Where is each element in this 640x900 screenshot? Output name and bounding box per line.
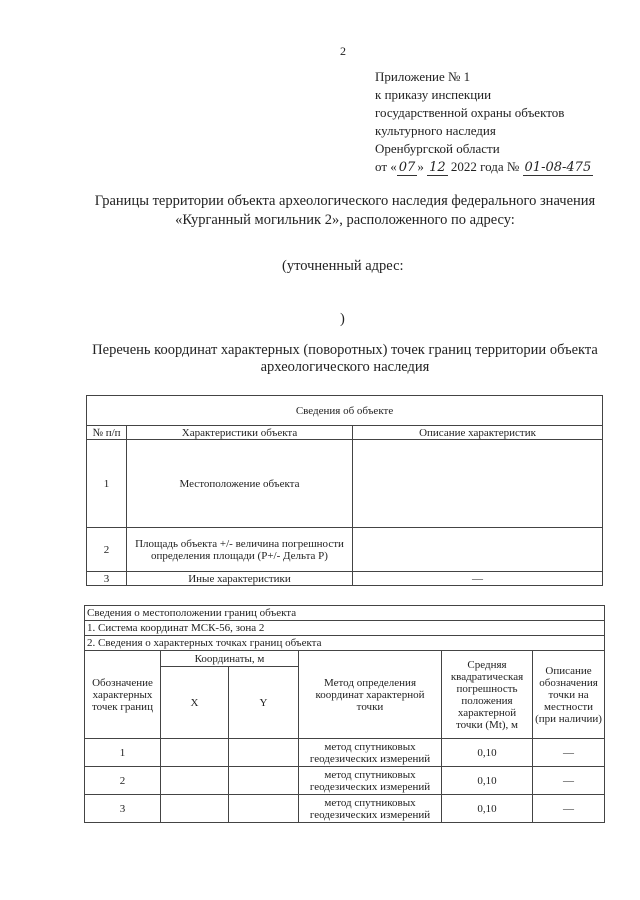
method: метод спутниковых геодезических измерений [299,795,442,823]
coord-x [161,739,229,767]
description [353,440,603,528]
handwritten-day: 07 [398,160,416,175]
method: метод спутниковых геодезических измерений [299,767,442,795]
coord-y [229,739,299,767]
approval-line: к приказу инспекции [375,87,492,102]
handwritten-month: 12 [429,160,446,175]
row-number: 1 [87,440,127,528]
characteristic: Иные характеристики [127,572,353,586]
point-id: 2 [85,767,161,795]
table-row [87,528,603,572]
point-id: 3 [85,795,161,823]
coord-y [229,767,299,795]
boundary-table-header: Сведения о местоположении границ объекта [85,606,605,621]
table-row [87,440,603,528]
approval-line: Оренбургской области [375,141,500,156]
column-header-description: Описание обозначения точки на местности (при наличии) [533,651,605,739]
approval-block [375,68,625,177]
description: — [353,572,603,586]
column-header: Характеристики объекта [127,426,353,440]
coord-system: 1. Система координат МСК-56, зона 2 [85,621,605,636]
table-row [85,767,605,795]
point-description: — [533,795,605,823]
list-title: Перечень координат характерных (поворотных) точек границ территории объекта археологического наследия [92,342,598,375]
date-prefix: от « [375,159,397,174]
approval-line: Приложение № 1 [375,69,471,84]
object-table-header: Сведения об объекте [87,396,603,426]
coord-x [161,767,229,795]
table-row [87,572,603,586]
page-number: 2 [340,44,346,58]
points-header: 2. Сведения о характерных точках границ объекта [85,636,605,651]
error: 0,10 [442,739,533,767]
column-header-designation: Обозначение характерных точек границ [85,651,161,739]
error: 0,10 [442,795,533,823]
boundary-points-table [84,605,605,823]
date-month-sep: » [417,159,424,174]
column-header-method: Метод определения координат характерной точки [299,651,442,739]
point-description: — [533,739,605,767]
column-header-y: Y [229,667,299,739]
approval-date-line [375,158,625,177]
characteristic: Местоположение объекта [127,440,353,528]
table-row [85,739,605,767]
object-info-table [86,395,603,586]
row-number: 3 [87,572,127,586]
point-description: — [533,767,605,795]
coord-x [161,795,229,823]
approval-line: культурного наследия [375,123,496,138]
table-row [85,795,605,823]
point-id: 1 [85,739,161,767]
column-header: Описание характеристик [353,426,603,440]
characteristic: Площадь объекта +/- величина погрешности определения площади (Р+/- Дельта Р) [127,528,353,572]
closing-paren: ) [340,311,345,327]
column-header-coords: Координаты, м [161,651,299,667]
address-note: (уточненный адрес: [282,258,404,274]
description [353,528,603,572]
approval-line: государственной охраны объектов [375,105,565,120]
column-header-error: Средняя квадратическая погрешность положения характерной точки (Mt), м [442,651,533,739]
column-header-x: X [161,667,229,739]
document-title: Границы территории объекта археологического наследия федерального значения «Курганный могильник 2», расположенного по адресу: [94,193,596,228]
column-header: № п/п [87,426,127,440]
method: метод спутниковых геодезических измерений [299,739,442,767]
date-year: 2022 года № [450,159,520,174]
row-number: 2 [87,528,127,572]
coord-y [229,795,299,823]
handwritten-order-number: 01-08-475 [524,160,592,175]
error: 0,10 [442,767,533,795]
